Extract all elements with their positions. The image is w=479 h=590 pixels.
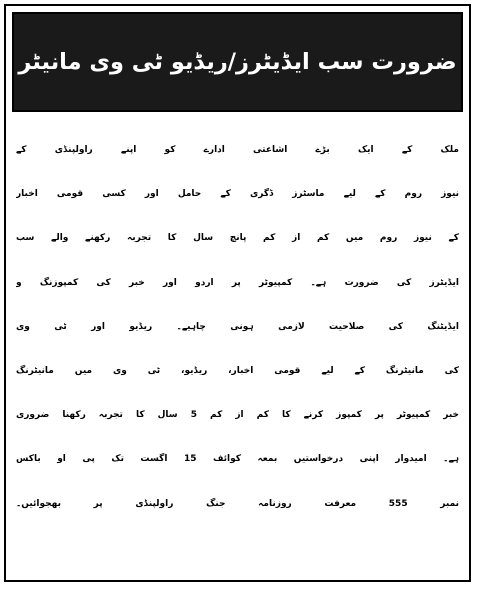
ad-title: ضرورت سب ایڈیٹرز/ریڈیو ٹی وی مانیٹر bbox=[18, 49, 457, 75]
ad-body-line: نمبر 555 معرفت روزنامہ جنگ راولپنڈی پر بھجوائیں۔ bbox=[16, 498, 459, 509]
ad-body-line: نیوز روم کے لیے ماسٹرز ڈگری کے حامل اور کسی قومی اخبار bbox=[16, 189, 459, 200]
ad-body bbox=[16, 128, 459, 526]
ad-body-line: ہے۔ امیدوار اپنی درخواستیں بمعہ کوائف 15 اگست تک پی او باکس bbox=[16, 454, 459, 465]
ad-header bbox=[12, 12, 463, 112]
ad-body-line: کے نیوز روم میں کم از کم پانچ سال کا تجربہ رکھنے والے سب bbox=[16, 233, 459, 244]
ad-body-line: ایڈیٹنگ کی صلاحیت لازمی ہونی چاہیے۔ ریڈیو اور ٹی وی bbox=[16, 321, 459, 332]
ad-body-line: ایڈیٹرز کی ضرورت ہے۔ کمپیوٹر پر اردو اور خبر کی کمپوزنگ و bbox=[16, 277, 459, 288]
ad-body-line: کی مانیٹرنگ کے لیے قومی اخبار، ریڈیو، ٹی وی میں مانیٹرنگ bbox=[16, 365, 459, 376]
ad-body-line: خبر کمپیوٹر پر کمپوز کرنے کا کم از کم 5 سال کا تجربہ رکھنا ضروری bbox=[16, 410, 459, 421]
ad-body-line: ملک کے ایک بڑے اشاعتی ادارے کو اپنے راولپنڈی کے bbox=[16, 145, 459, 155]
job-advertisement bbox=[4, 4, 471, 582]
